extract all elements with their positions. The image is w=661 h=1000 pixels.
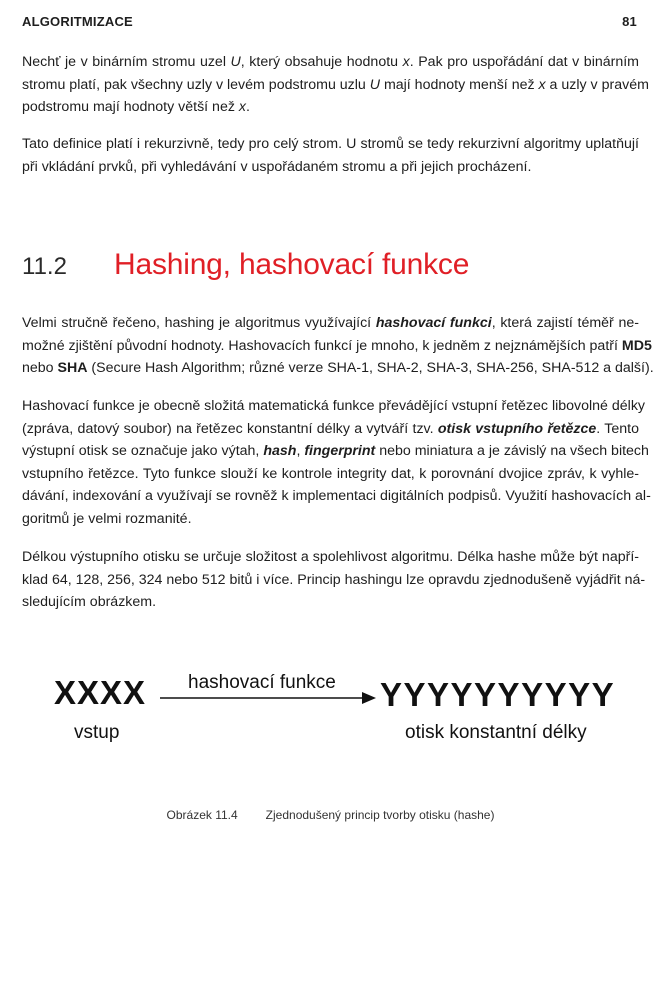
figure-output-text: YYYYYYYYYY (380, 676, 616, 713)
section-title: Hashing, hashovací funkce (114, 248, 470, 281)
paragraph-recursion (22, 133, 639, 178)
chapter-title: ALGORITMIZACE (22, 14, 133, 29)
caption-text: Zjednodušený princip tvorby otisku (hashe) (265, 808, 495, 822)
text-line: (zpráva, datový soubor) na řetězec konstantní délky a vytváří tzv. otisk vstupního řetězce. Tento (22, 420, 639, 437)
paragraph-binary-tree (22, 51, 649, 119)
text-line: Hashovací funkce je obecně složitá matematická funkce převádějící vstupní řetězec libovolné délky (22, 398, 646, 414)
paragraph-output-length (22, 546, 646, 614)
arrow-right-icon (160, 690, 376, 706)
figure-caption (0, 808, 661, 822)
hashing-figure (0, 660, 661, 770)
text-line: stromu platí, pak všechny uzly v levém podstromu uzlu U mají hodnoty menší než x a uzly v pravém (22, 76, 649, 93)
text-line: podstromu mají hodnoty větší než x. (22, 99, 250, 116)
text-line: dávání, indexování a využívají se rovněž k implementaci digitálních podpisů. Využití hashovacích al- (22, 488, 651, 505)
page-number: 81 (622, 14, 637, 29)
text-line: Velmi stručně řečeno, hashing je algoritmus využívající hashovací funkci, která zajistí téměř ne- (22, 315, 639, 331)
text-line: vstupního řetězce. Tyto funkce slouží ke kontrole integrity dat, k porovnání dvojice zpráv, k vyhle- (22, 465, 639, 482)
figure-input-label: vstup (74, 722, 120, 743)
paragraph-hashing-intro (22, 312, 654, 380)
text-line: Tato definice platí i rekurzivně, tedy pro celý strom. U stromů se tedy rekurzivní algoritmy uplatňují (22, 136, 639, 152)
text-line: výstupní otisk se označuje jako výtah, hash, fingerprint nebo miniatura a je závislý na všech bitech (22, 443, 649, 460)
text-line: Délkou výstupního otisku se určuje složitost a spolehlivost algoritmu. Délka hashe může být napří- (22, 549, 639, 565)
text-line: Nechť je v binárním stromu uzel U, který obsahuje hodnotu x. Pak pro uspořádání dat v binárním (22, 54, 640, 70)
figure-input-text: XXXX (54, 674, 147, 711)
section-number: 11.2 (22, 253, 67, 280)
text-line: goritmů je velmi rozmanité. (22, 510, 192, 527)
running-header (22, 14, 637, 29)
figure-output-label: otisk konstantní délky (405, 722, 587, 743)
text-line: klad 64, 128, 256, 324 nebo 512 bitů i více. Princip hashingu lze opravdu zjednodušeně vyjádřit ná- (22, 571, 646, 588)
text-line: možné zjištění původní hodnoty. Hashovacích funkcí je mnoho, k jedněm z nejznámějších patří MD5 (22, 337, 652, 354)
text-line: nebo SHA (Secure Hash Algorithm; různé verze SHA-1, SHA-2, SHA-3, SHA-256, SHA-512 a další). (22, 360, 654, 377)
text-line: při vkládání prvků, při vyhledávání v uspořádaném stromu a při jejich procházení. (22, 158, 532, 175)
text-line: sledujícím obrázkem. (22, 594, 157, 611)
section-heading (22, 248, 469, 282)
caption-number: Obrázek 11.4 (166, 808, 238, 822)
paragraph-hash-function (22, 395, 651, 531)
figure-function-label: hashovací funkce (188, 672, 336, 693)
